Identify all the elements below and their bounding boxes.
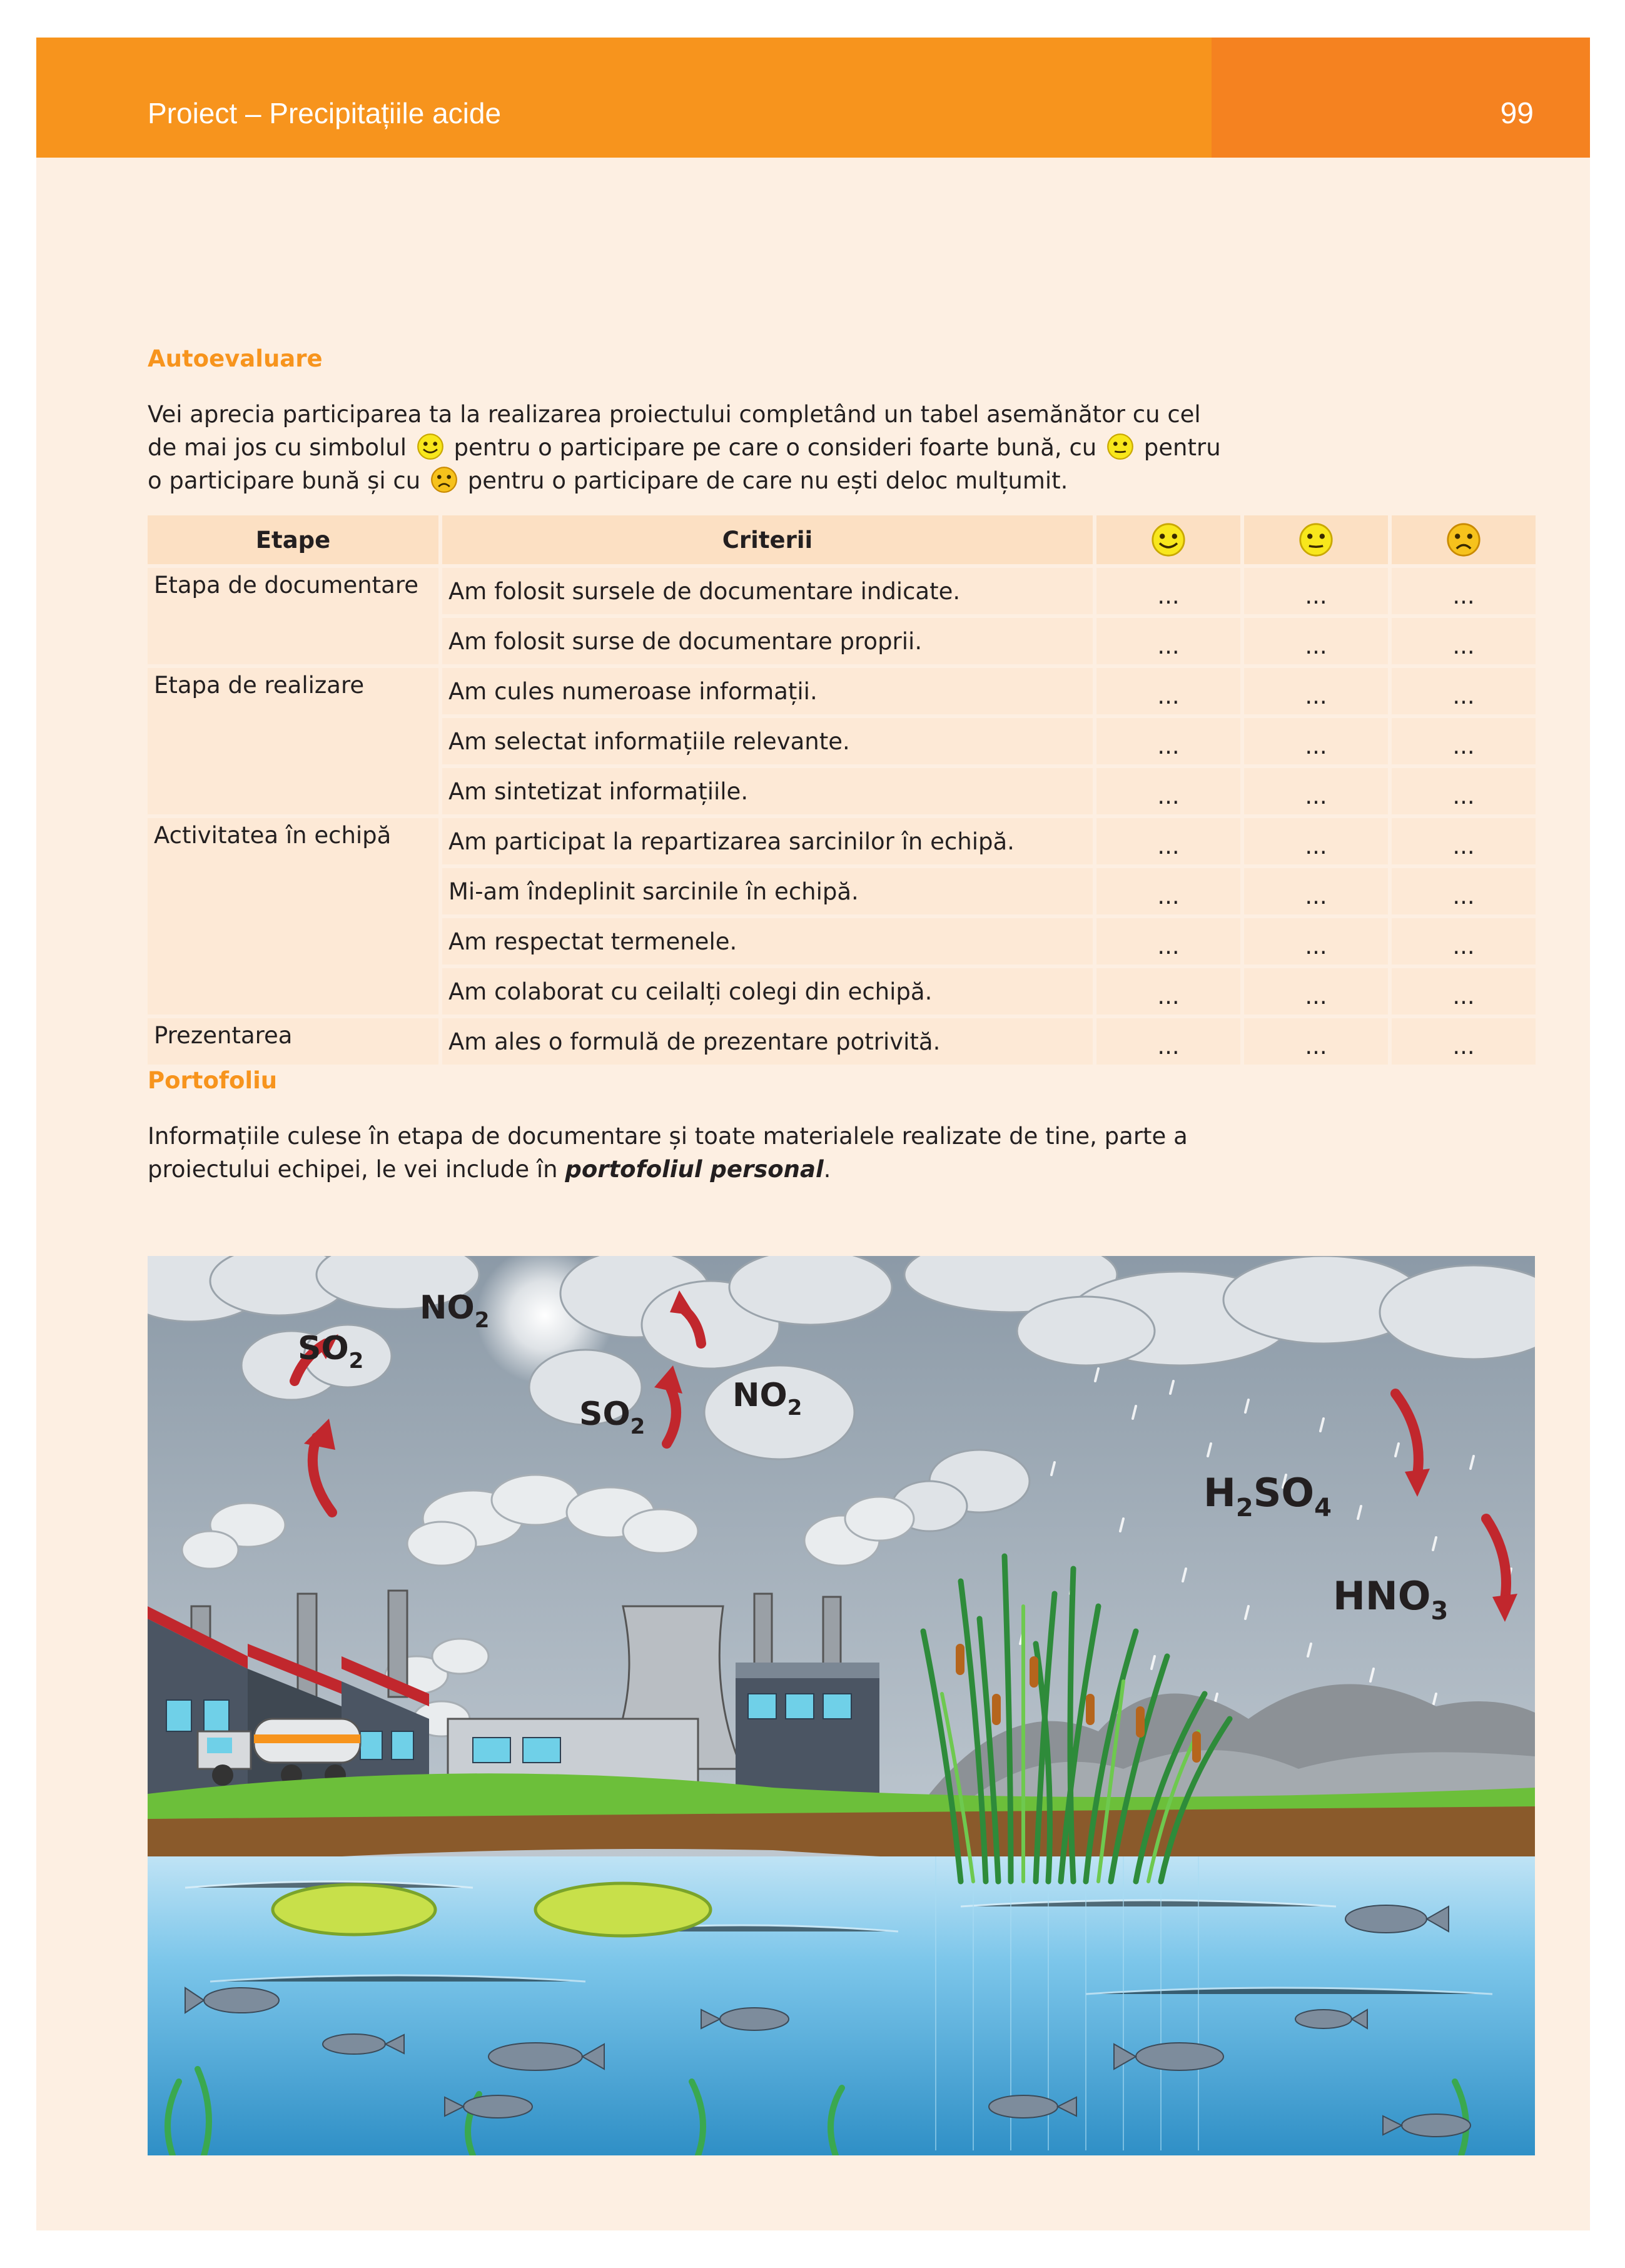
line2-part-c: pentru [1143,434,1221,461]
rating-neutral-cell[interactable]: ... [1244,618,1388,664]
smiley-happy-icon [1151,522,1186,557]
autoevaluare-line-1: Vei aprecia participarea ta la realizarea proiectului completând un tabel asemănător cu cel [148,401,1201,428]
rating-sad-cell[interactable]: ... [1392,1018,1536,1065]
rating-happy-cell[interactable]: ... [1096,818,1240,864]
line2-part-b: pentru o participare pe care o consideri foarte bună, cu [453,434,1097,461]
label-so2-left: $SO_2$ [298,1330,364,1374]
stage-cell: Activitatea în echipă [148,818,438,1015]
stage-cell: Prezentarea [148,1018,438,1065]
rating-happy-cell[interactable]: ... [1096,668,1240,714]
rating-neutral-cell[interactable]: ... [1244,568,1388,614]
criterion-cell: Am folosit sursele de documentare indicate. [442,568,1093,614]
autoevaluare-line-3 [148,464,1236,497]
smiley-neutral-icon [1298,522,1334,557]
acid-rain-illustration [148,1256,1535,2155]
rating-sad-cell[interactable]: ... [1392,918,1536,964]
rating-neutral-cell[interactable]: ... [1244,868,1388,914]
rating-happy-cell[interactable]: ... [1096,968,1240,1015]
rating-happy-cell[interactable]: ... [1096,768,1240,814]
line3-part-b: pentru o participare de care nu ești deloc mulțumit. [467,467,1068,494]
rating-sad-cell[interactable]: ... [1392,718,1536,764]
label-no2-center: $NO_2$ [732,1377,802,1420]
portofoliu-emphasis: portofoliul personal [565,1156,824,1183]
column-header-happy [1096,515,1240,564]
header-title: Proiect – Precipitațiile acide [148,97,502,129]
rating-happy-cell[interactable]: ... [1096,918,1240,964]
criterion-cell: Am participat la repartizarea sarcinilor în echipă. [442,818,1093,864]
line2-part-a: de mai jos cu simbolul [148,434,407,461]
label-so2-center: $SO_2$ [579,1395,645,1439]
rating-sad-cell[interactable]: ... [1392,768,1536,814]
rating-sad-cell[interactable]: ... [1392,668,1536,714]
self-evaluation-table [144,512,1539,1068]
rating-sad-cell[interactable]: ... [1392,568,1536,614]
column-header-criterii: Criterii [442,515,1093,564]
rating-happy-cell[interactable]: ... [1096,718,1240,764]
page-number: 99 [1500,97,1534,130]
rating-sad-cell[interactable]: ... [1392,618,1536,664]
smiley-sad-icon [430,466,458,494]
rating-sad-cell[interactable]: ... [1392,968,1536,1015]
line3-part-a: o participare bună și cu [148,467,421,494]
portofoliu-heading: Portofoliu [148,1067,278,1094]
table-row [148,818,1536,864]
criterion-cell: Am selectat informațiile relevante. [442,718,1093,764]
rating-happy-cell[interactable]: ... [1096,618,1240,664]
stage-cell: Etapa de documentare [148,568,438,664]
label-no2-top: $NO_2$ [420,1289,490,1333]
portofoliu-line-1: Informațiile culese în etapa de documentare și toate materialele realizate de tine, parte a [148,1123,1188,1150]
rating-happy-cell[interactable]: ... [1096,868,1240,914]
column-header-neutral [1244,515,1388,564]
table-row [148,668,1536,714]
smiley-neutral-icon [1106,433,1134,460]
rating-neutral-cell[interactable]: ... [1244,818,1388,864]
rating-neutral-cell[interactable]: ... [1244,768,1388,814]
portofoliu-paragraph [148,1120,1236,1186]
rating-neutral-cell[interactable]: ... [1244,718,1388,764]
table-row [148,1018,1536,1065]
rating-sad-cell[interactable]: ... [1392,818,1536,864]
autoevaluare-line-2 [148,431,1236,464]
rating-neutral-cell[interactable]: ... [1244,918,1388,964]
table-row [148,568,1536,614]
stage-cell: Etapa de realizare [148,668,438,814]
rating-happy-cell[interactable]: ... [1096,568,1240,614]
autoevaluare-heading: Autoevaluare [148,345,323,372]
rating-neutral-cell[interactable]: ... [1244,1018,1388,1065]
smiley-sad-icon [1446,522,1481,557]
column-header-sad [1392,515,1536,564]
portofoliu-line2-part-b: . [823,1156,831,1183]
rating-happy-cell[interactable]: ... [1096,1018,1240,1065]
smiley-happy-icon [417,433,444,460]
criterion-cell: Am sintetizat informațiile. [442,768,1093,814]
portofoliu-line2-part-a: proiectului echipei, le vei include în [148,1156,558,1183]
rating-neutral-cell[interactable]: ... [1244,668,1388,714]
page-header [36,38,1590,158]
label-hno3: $HNO_3$ [1333,1573,1449,1626]
rating-neutral-cell[interactable]: ... [1244,968,1388,1015]
rating-sad-cell[interactable]: ... [1392,868,1536,914]
portofoliu-line-2 [148,1153,1236,1186]
criterion-cell: Am cules numeroase informații. [442,668,1093,714]
label-h2so4: $H_2SO_4$ [1203,1470,1332,1522]
acid-rain-scene [148,1256,1535,2155]
autoevaluare-paragraph [148,398,1236,497]
criterion-cell: Am ales o formulă de prezentare potrivită. [442,1018,1093,1065]
criterion-cell: Am colaborat cu ceilalți colegi din echipă. [442,968,1093,1015]
criterion-cell: Am respectat termenele. [442,918,1093,964]
column-header-etape: Etape [148,515,438,564]
table-header-row [148,515,1536,564]
criterion-cell: Mi-am îndeplinit sarcinile în echipă. [442,868,1093,914]
criterion-cell: Am folosit surse de documentare proprii. [442,618,1093,664]
